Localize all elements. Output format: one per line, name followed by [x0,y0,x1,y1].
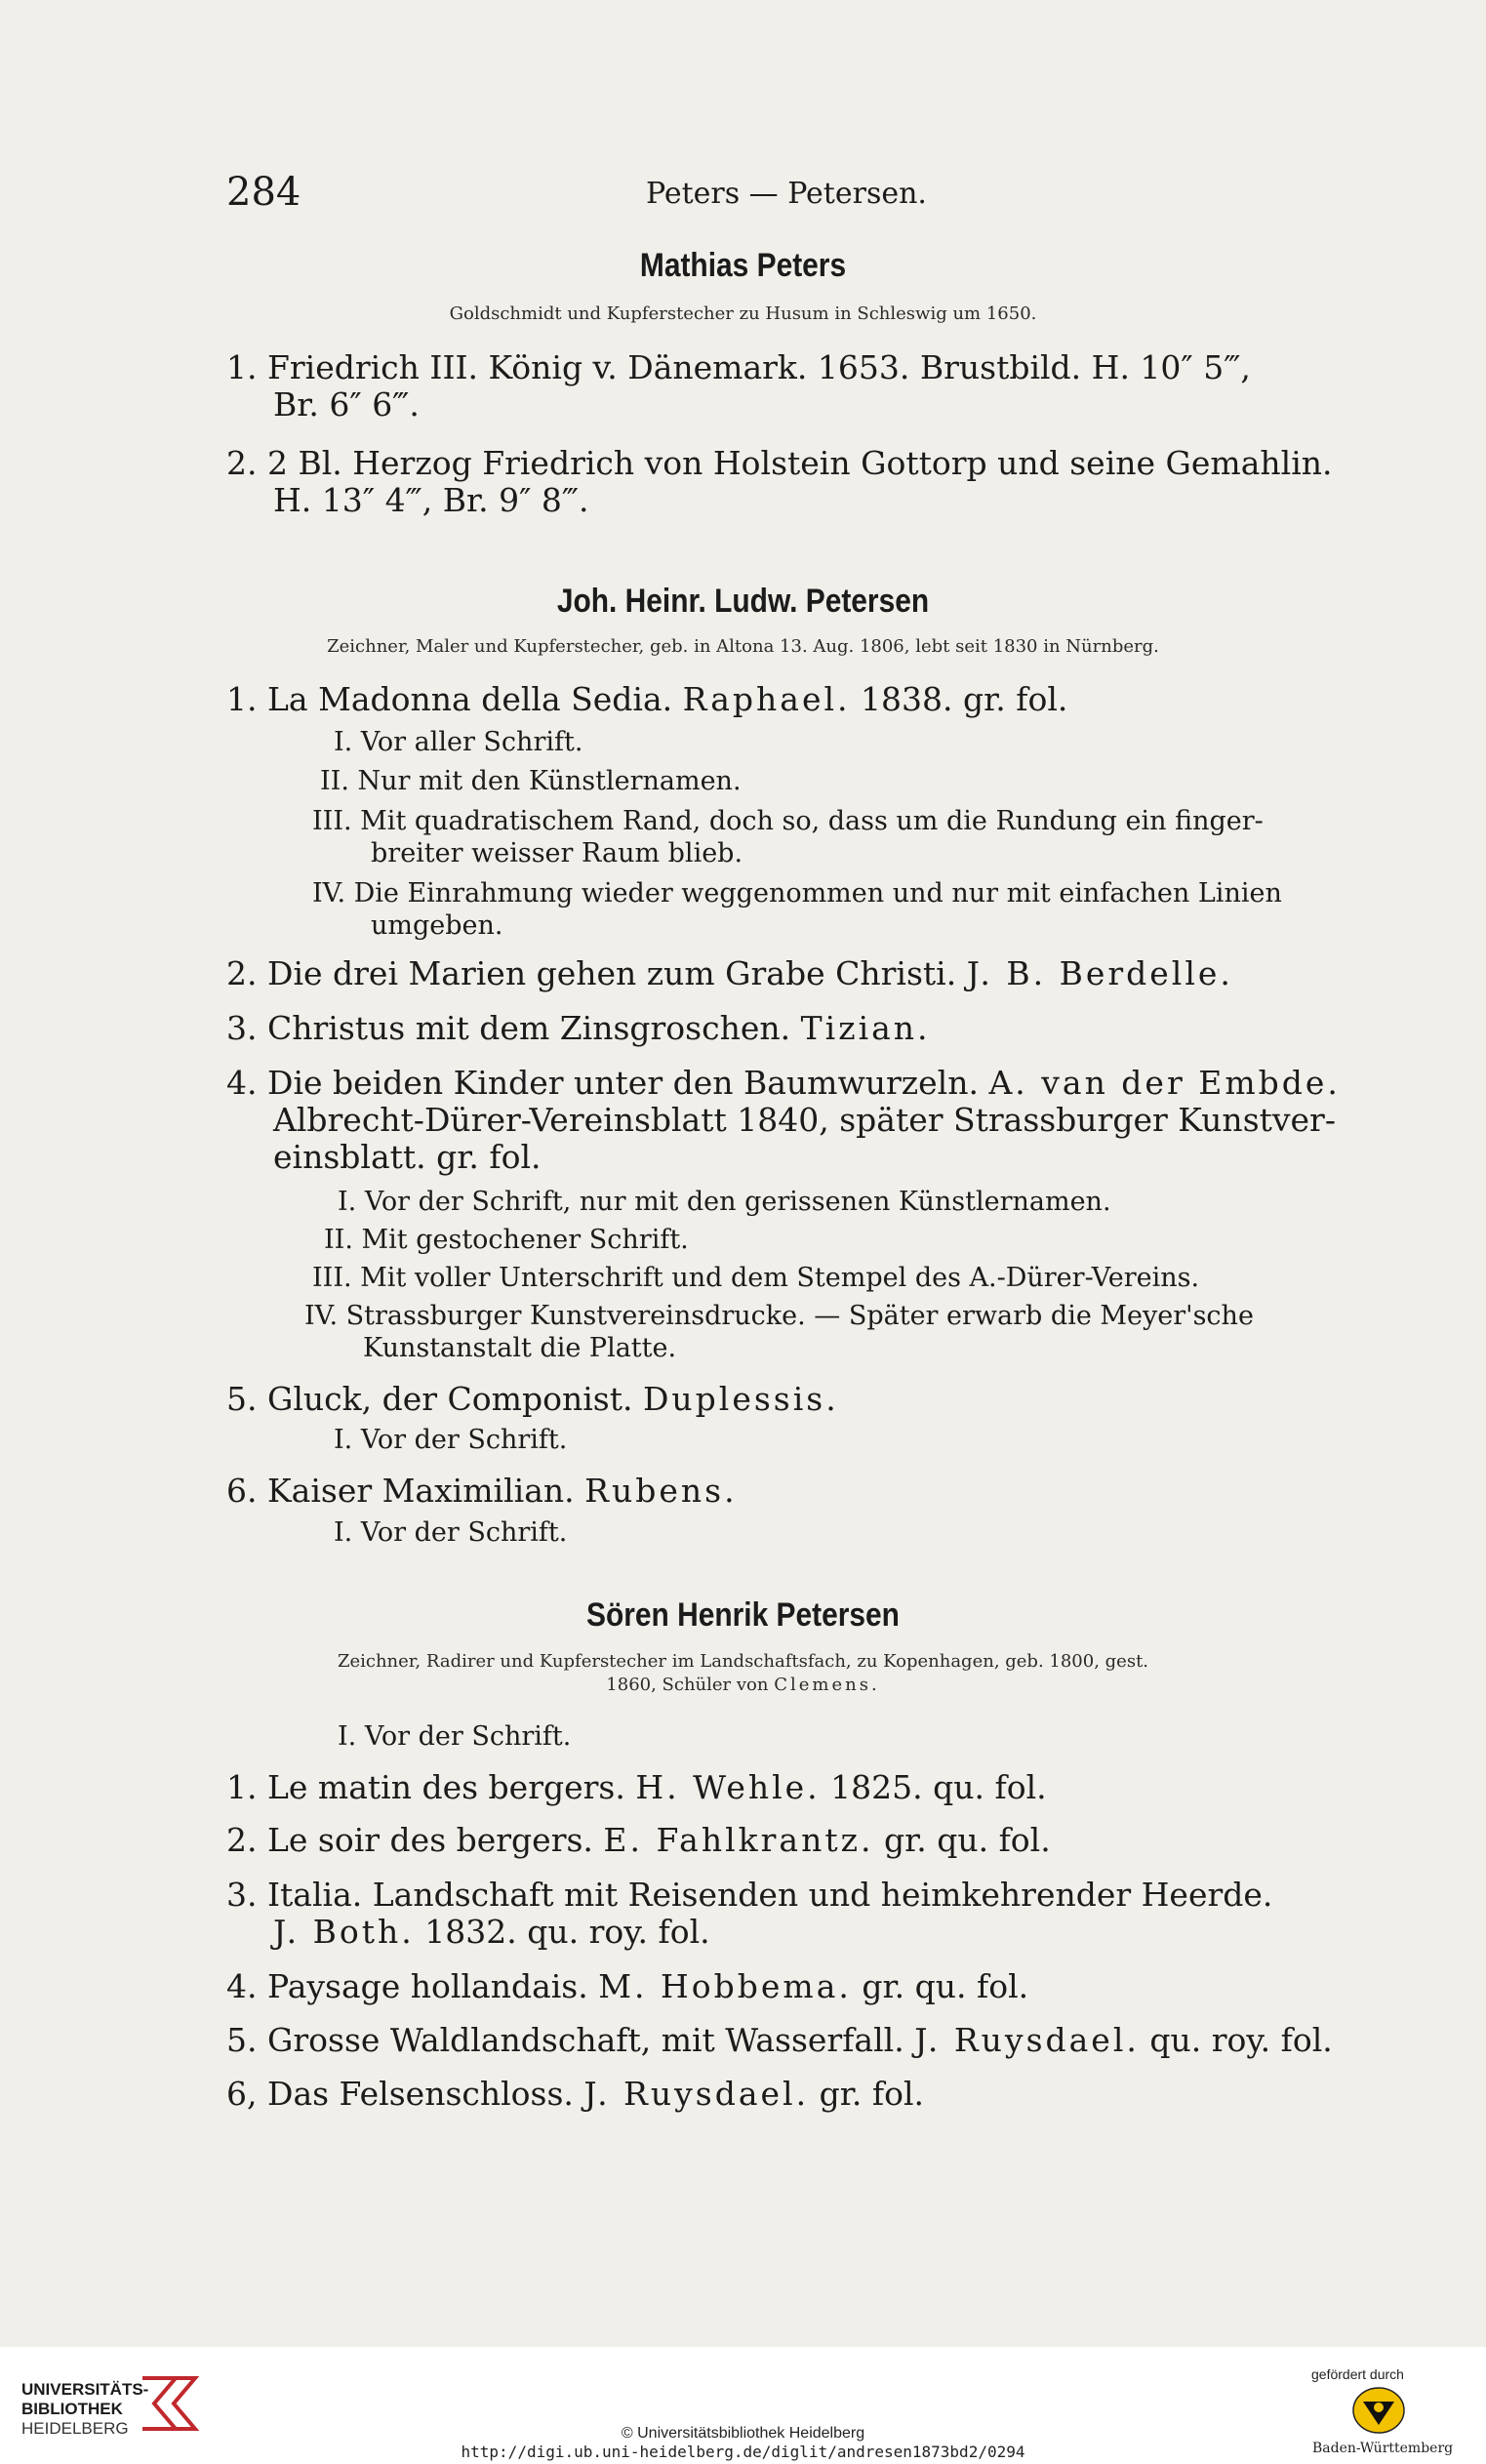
library-line: UNIVERSITÄTS- [21,2380,149,2399]
entry-line [226,2021,1333,2059]
funder-name: Baden-Württemberg [1312,2441,1454,2456]
entry-artist: E. Fahlkrantz. [603,1821,874,1859]
page-number: 284 [226,170,301,215]
entry-line [226,680,1067,718]
state-line: I. Vor der Schrift. [334,1425,568,1455]
state-seal-icon [1351,2386,1406,2439]
entry-2-cont: H. 13″ 4‴, Br. 9″ 8‴. [273,481,589,519]
state-line: II. Nur mit den Künstlernamen. [320,766,742,796]
state-line: I. Vor aller Schrift. [334,727,583,757]
section-heading-soeren-petersen: Sören Henrik Petersen [586,1596,900,1634]
entry-line [226,1064,1341,1102]
entry-details: gr. qu. fol. [883,1821,1051,1859]
entry-title: Christus mit dem Zinsgroschen. [267,1009,791,1047]
entry-artist: M. Hobbema. [598,1967,852,2005]
entry-line [226,954,1233,992]
state-line: I. Vor der Schrift, nur mit den gerissenen Künstlernamen. [338,1187,1111,1217]
state-line: IV. Strassburger Kunstvereinsdrucke. — Später erwarb die Meyer'sche [304,1301,1254,1331]
entry-1-cont: Br. 6″ 6‴. [273,385,420,424]
entry-number: 1. [226,680,258,718]
entry-title: Le soir des bergers. [267,1821,593,1859]
entry-line [226,2075,924,2113]
entry-number: 5. [226,1380,258,1418]
entry-title: Kaiser Maximilian. [267,1472,575,1510]
entry-cont: einsblatt. gr. fol. [273,1138,542,1176]
entry-artist: A. van der Embde. [988,1064,1341,1102]
state-line: I. Vor der Schrift. [338,1721,572,1752]
entry-cont [273,1913,710,1951]
subtitle-artist: Clemens. [774,1675,880,1695]
entry-title: Das Felsenschloss. [267,2075,574,2113]
entry-artist: Duplessis. [642,1380,839,1418]
entry-number: 1. [226,1768,258,1806]
entry-title: Paysage hollandais. [267,1967,588,2005]
entry-line [226,1009,931,1047]
entry-title: Le matin des bergers. [267,1768,625,1806]
entry-artist: Tizian. [800,1009,931,1047]
state-cont: breiter weisser Raum blieb. [371,838,743,868]
entry-2-line: 2. 2 Bl. Herzog Friedrich von Holstein Gottorp und seine Gemahlin. [226,444,1333,482]
state-line: IV. Die Einrahmung wieder weggenommen und nur mit einfachen Linien [312,878,1282,909]
entry-line [226,1768,1047,1806]
entry-details: 1838. gr. fol. [861,680,1068,718]
entry-line [226,1821,1051,1859]
entry-number: 6. [226,1472,258,1510]
entry-title: La Madonna della Sedia. [267,680,673,718]
section-subtitle: Zeichner, Radirer und Kupferstecher im Landschaftsfach, zu Kopenhagen, geb. 1800, gest. [337,1651,1149,1672]
section-heading-joh-petersen: Joh. Heinr. Ludw. Petersen [556,583,930,620]
entry-artist: J. Ruysdael. [914,2021,1140,2059]
entry-details: 1832. qu. roy. fol. [424,1913,710,1951]
state-line: I. Vor der Schrift. [334,1517,568,1548]
entry-number: 3. [226,1876,258,1914]
section-subtitle: Goldschmidt und Kupferstecher zu Husum in Schleswig um 1650. [449,303,1037,324]
entry-line [226,1876,1272,1914]
entry-details: 1825. qu. fol. [830,1768,1047,1806]
state-cont: umgeben. [371,910,503,941]
state-cont: Kunstanstalt die Platte. [363,1333,677,1363]
entry-number: 2. [226,954,258,992]
entry-artist: Raphael. [682,680,851,718]
entry-details: gr. fol. [819,2075,924,2113]
entry-number: 2. [226,1821,258,1859]
footer-bar [0,2347,1486,2464]
entry-number: 4. [226,1064,258,1102]
funded-by-label: gefördert durch [1311,2366,1404,2382]
entry-artist: J. B. Berdelle. [966,954,1233,992]
entry-cont: Albrecht-Dürer-Vereinsblatt 1840, später Strassburger Kunstver- [273,1101,1336,1139]
state-line: III. Mit quadratischem Rand, doch so, dass um die Rundung ein finger- [312,806,1264,836]
entry-title: Gluck, der Componist. [267,1380,633,1418]
entry-details: qu. roy. fol. [1149,2021,1333,2059]
section-subtitle: Zeichner, Maler und Kupferstecher, geb. in Altona 13. Aug. 1806, lebt seit 1830 in Nürnberg. [327,636,1159,657]
subtitle-text: 1860, Schüler von [606,1675,769,1695]
entry-title: Die beiden Kinder unter den Baumwurzeln. [267,1064,979,1102]
state-line: III. Mit voller Unterschrift und dem Stempel des A.-Dürer-Vereins. [312,1263,1200,1293]
entry-artist: J. Both. [273,1913,415,1951]
entry-line [226,1967,1028,2005]
entry-title: Die drei Marien gehen zum Grabe Christi. [267,954,957,992]
entry-1-line: 1. Friedrich III. König v. Dänemark. 1653. Brustbild. H. 10″ 5‴, [226,348,1251,386]
library-line: HEIDELBERG [21,2419,129,2438]
entry-artist: H. Wehle. [635,1768,821,1806]
entry-artist: J. Ruysdael. [583,2075,810,2113]
entry-title: Italia. Landschaft mit Reisenden und heimkehrender Heerde. [267,1876,1273,1914]
library-line: BIBLIOTHEK [21,2400,123,2418]
source-url-link[interactable]: http://digi.ub.uni-heidelberg.de/diglit/andresen1873bd2/0294 [461,2443,1025,2461]
section-heading-mathias-peters: Mathias Peters [639,247,847,284]
entry-number: 3. [226,1009,258,1047]
entry-title: Grosse Waldlandschaft, mit Wasserfall. [267,2021,904,2059]
running-head: Peters — Petersen. [646,177,927,211]
entry-details: gr. qu. fol. [862,1967,1029,2005]
entry-artist: Rubens. [584,1472,738,1510]
entry-number: 5. [226,2021,258,2059]
copyright-text: © Universitätsbibliothek Heidelberg [621,2425,865,2442]
state-line: II. Mit gestochener Schrift. [324,1225,689,1255]
entry-line [226,1472,738,1510]
section-subtitle-cont [0,1675,1486,1695]
entry-number: 6, [226,2075,258,2113]
entry-line [226,1380,839,1418]
entry-number: 4. [226,1967,258,2005]
